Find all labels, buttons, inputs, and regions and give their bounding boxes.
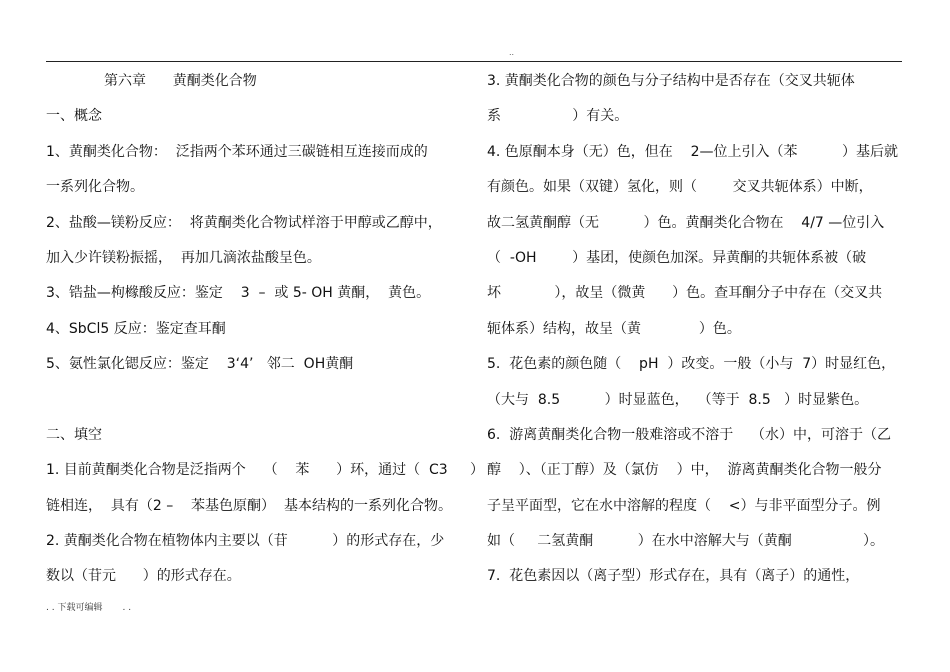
- text-line: 有颜色。如果（双键）氢化，则（ 交叉共轭体系）中断，: [487, 179, 873, 196]
- text-line: 坏 ），故呈（微黄 ）色。查耳酮分子中存在（交叉共: [487, 285, 883, 302]
- text-line: 如（ 二氢黄酮 ）在水中溶解大与（黄酮 ）。: [487, 533, 884, 550]
- right-column: [487, 64, 905, 595]
- text-line: 4、SbCl5 反应：鉴定查耳酮: [46, 320, 226, 337]
- text-line: 1. 目前黄酮类化合物是泛指两个 （ 苯 ）环，通过（ C3 ）: [46, 462, 484, 479]
- text-line: 3. 黄酮类化合物的颜色与分子结构中是否存在（交叉共轭体: [487, 73, 855, 89]
- footer-note: . . 下载可编辑 . .: [46, 603, 132, 613]
- text-line: 醇 ）、（正丁醇）及（氯仿 ）中， 游离黄酮类化合物一般分: [487, 462, 882, 479]
- text-line: 3、锆盐—枸橼酸反应：鉴定 3 – 或 5- OH 黄酮， 黄色。: [46, 285, 431, 302]
- text-line: 加入少许镁粉振摇， 再加几滴浓盐酸呈色。: [46, 249, 321, 266]
- text-line: 4. 色原酮本身（无）色，但在 2—位上引入（苯 ）基后就: [487, 143, 899, 160]
- text-line: 系 ）有关。: [487, 108, 629, 125]
- text-line: 子呈平面型，它在水中溶解的程度（ <）与非平面型分子。例: [487, 497, 881, 514]
- section-heading-fill-in: 二、填空: [46, 426, 102, 443]
- text-line: 7. 花色素因以（离子型）形式存在，具有（离子）的通性，: [487, 568, 860, 585]
- text-line: 轭体系）结构，故呈（黄 ）色。: [487, 320, 741, 337]
- header-mark: ..: [509, 48, 515, 57]
- text-line: （大与 8.5 ）时显蓝色， （等于 8.5 ）时显紫色。: [487, 391, 869, 408]
- text-line: 一系列化合物。: [46, 179, 144, 196]
- blank-line: [46, 383, 471, 418]
- left-column: [46, 64, 484, 595]
- text-line: 数以（苷元 ）的形式存在。: [46, 568, 241, 585]
- text-line: 2. 黄酮类化合物在植物体内主要以（苷 ）的形式存在，少: [46, 533, 445, 550]
- text-line: 1、黄酮类化合物： 泛指两个苯环通过三碳链相互连接而成的: [46, 143, 428, 160]
- text-line: （ -OH ）基团，使颜色加深。异黄酮的共轭体系被（破: [487, 249, 867, 266]
- text-line: 2、盐酸—镁粉反应： 将黄酮类化合物试样溶于甲醇或乙醇中，: [46, 214, 442, 231]
- text-line: 6. 游离黄酮类化合物一般难溶或不溶于 （水）中，可溶于（乙: [487, 426, 892, 443]
- text-line: 5、氨性氯化锶反应：鉴定 3‘4’ 邻二 OH黄酮: [46, 356, 354, 373]
- chapter-title: 第六章 黄酮类化合物: [104, 73, 257, 89]
- header-rule: [46, 61, 902, 62]
- text-line: 链相连， 具有（2 – 苯基色原酮） 基本结构的一系列化合物。: [46, 497, 452, 514]
- text-line: 5. 花色素的颜色随（ pH ）改变。一般（小与 7）时显红色，: [487, 356, 896, 373]
- section-heading-concepts: 一、概念: [46, 108, 102, 125]
- text-line: 故二氢黄酮醇（无 ）色。黄酮类化合物在 4/7 —位引入: [487, 214, 885, 231]
